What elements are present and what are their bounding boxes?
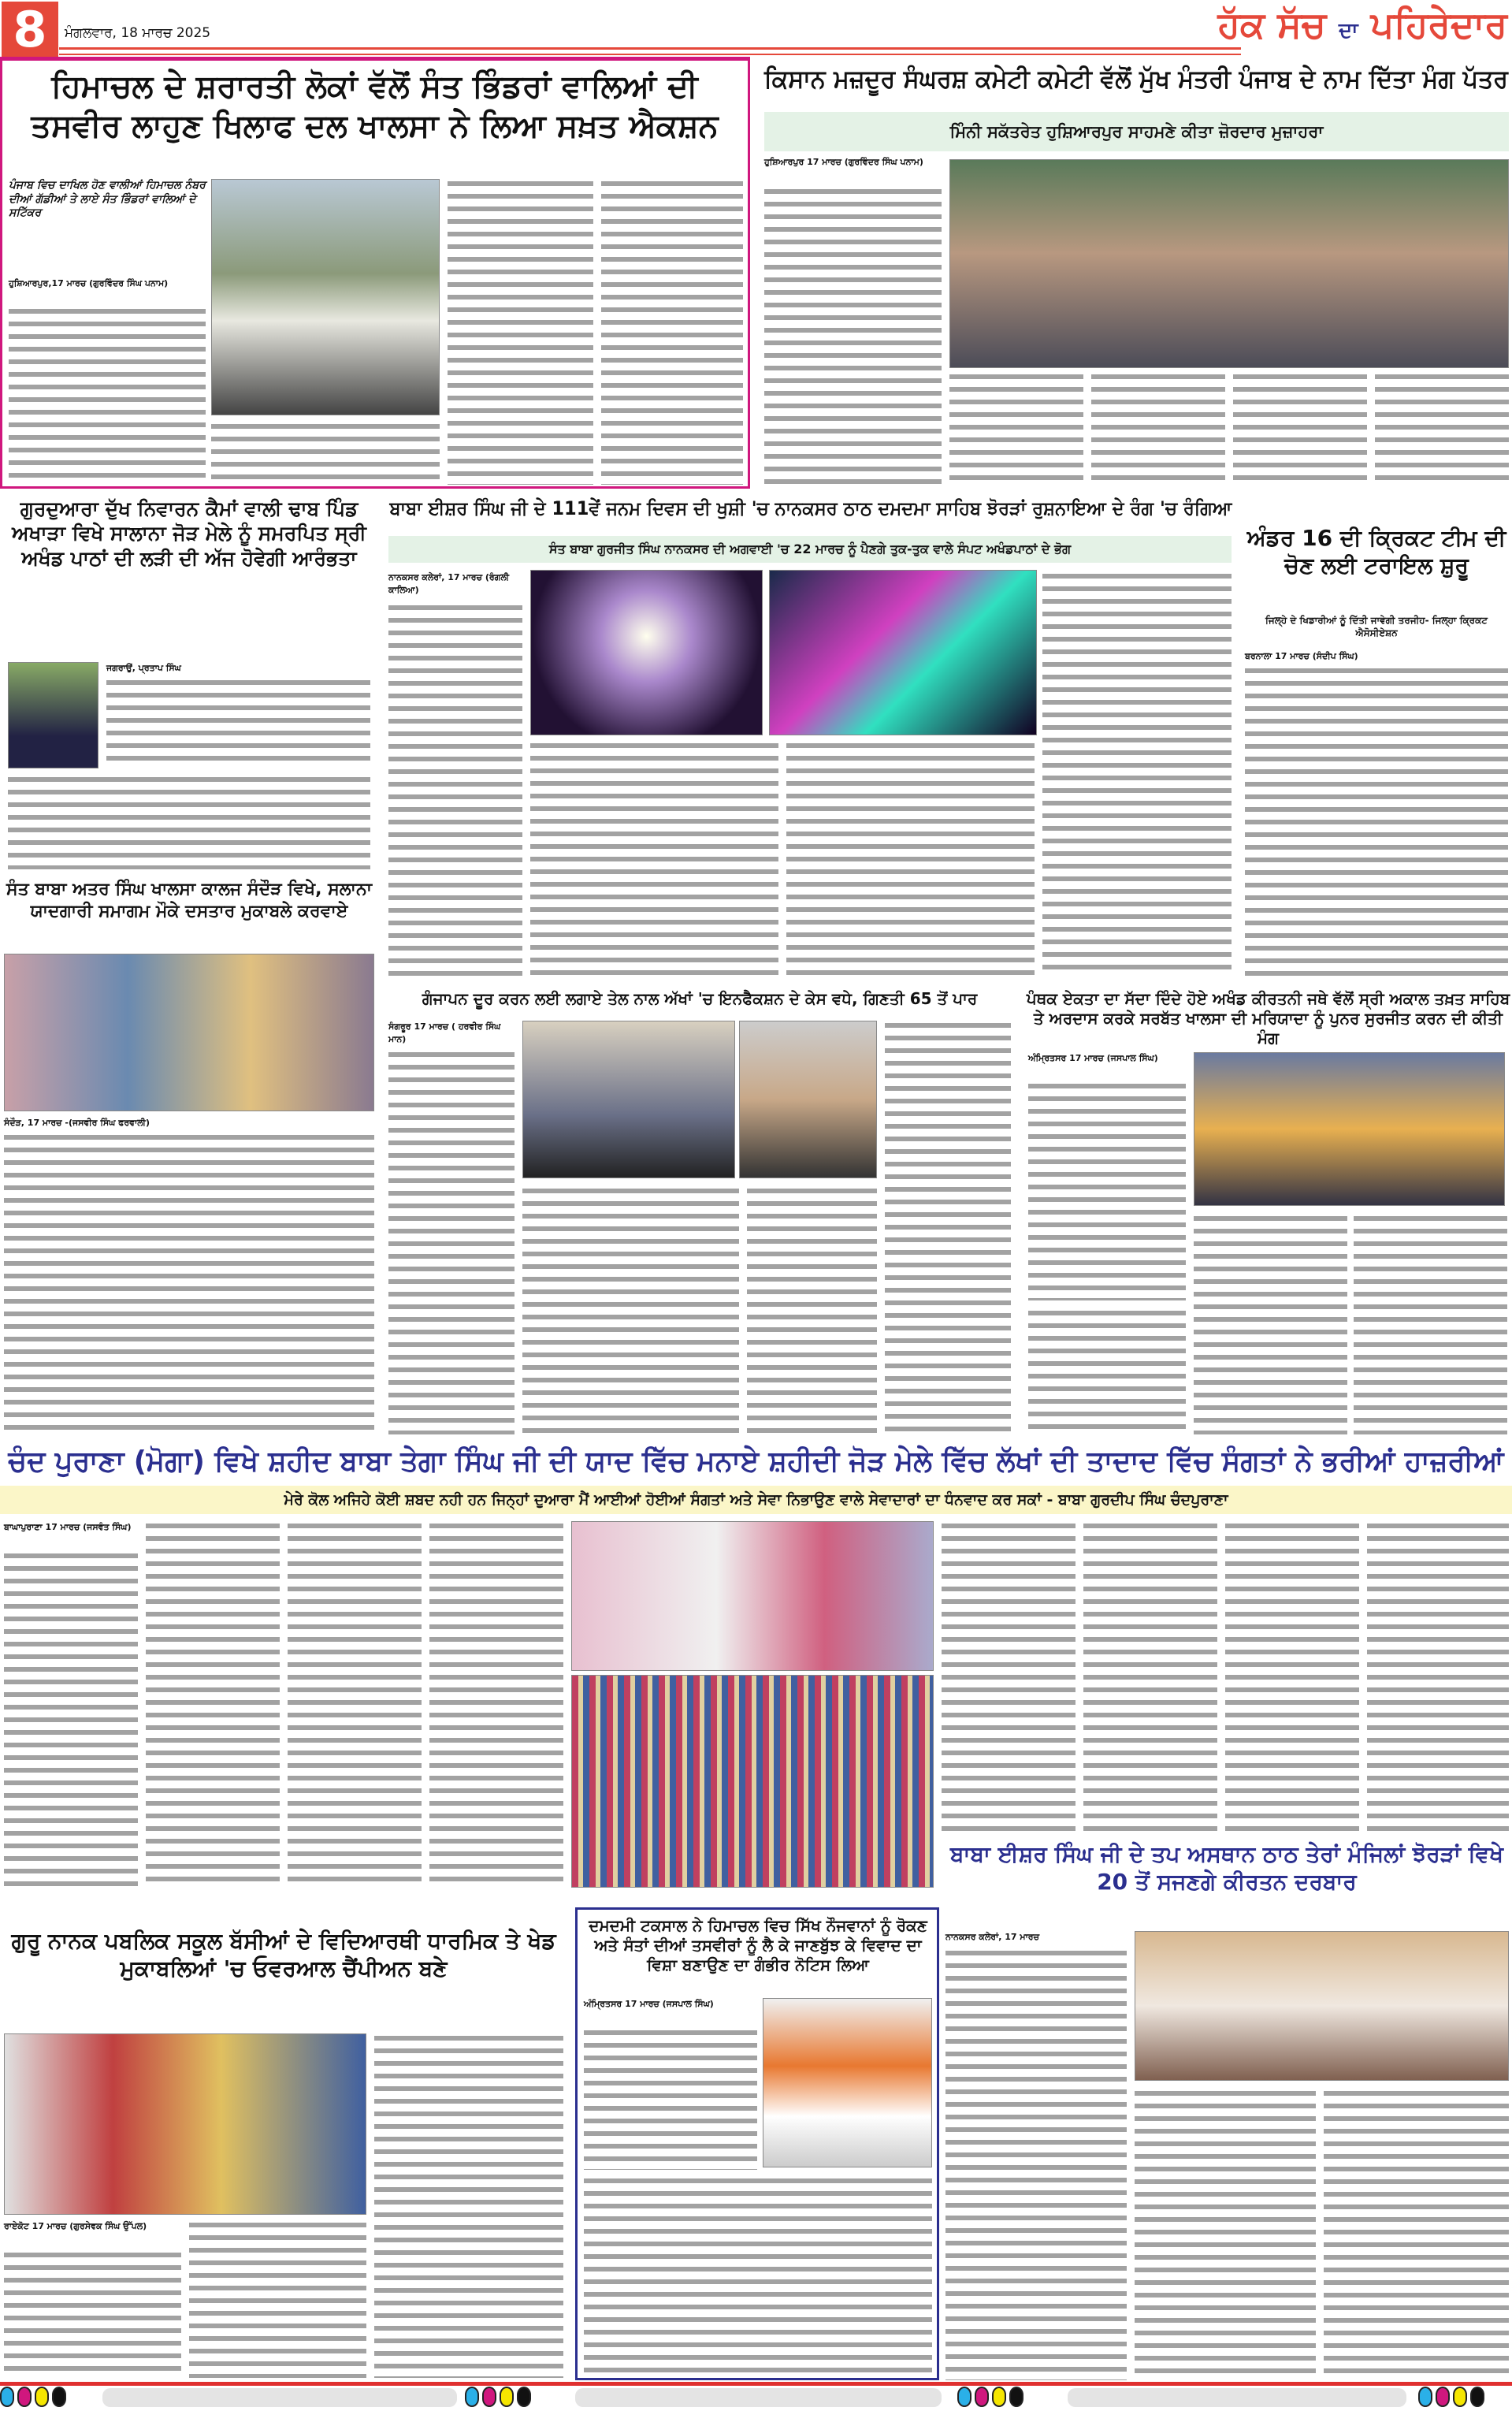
story-kirtan-darbar [942, 1840, 1512, 2380]
lead: ਨਾਨਕਸਰ ਕਲੇਰਾਂ, 17 ਮਾਰਚ [945, 1931, 1127, 1944]
photo-jathedar [763, 1998, 932, 2167]
photo-students [4, 2033, 366, 2215]
story-sandaur [0, 879, 378, 1431]
story-cricket [1241, 493, 1512, 981]
color-registration-marks [1418, 2387, 1484, 2407]
lead: ਰਾਏਕੋਟ 17 ਮਾਰਚ (ਗੁਰਸੇਵਕ ਸਿੰਘ ਉੱਪਲ) [4, 2220, 181, 2233]
kicker [1245, 615, 1508, 646]
logo-text: ਹੱਕ ਸੱਚ [1217, 3, 1326, 46]
lead: ਬਰਨਾਲਾ 17 ਮਾਰਚ (ਸੰਦੀਪ ਸਿੰਘ) [1245, 651, 1358, 661]
photo-lights [769, 570, 1037, 735]
color-registration-marks [957, 2387, 1023, 2407]
logo [1218, 3, 1507, 47]
lead: ਸੰਦੌੜ, 17 ਮਾਰਚ -(ਜਸਵੀਰ ਸਿੰਘ ਫਰਵਾਲੀ) [4, 1118, 150, 1128]
subhead [388, 536, 1232, 563]
photo-crowd [571, 1675, 934, 1888]
lead: ਬਾਘਾਪੁਰਾਣਾ 17 ਮਾਰਚ (ਜਸਵੰਤ ਸਿੰਘ) [4, 1521, 138, 1534]
subhead-text: ਮਿੰਨੀ ਸਕੱਤਰੇਤ ਹੁਸ਼ਿਆਰਪੁਰ ਸਾਹਮਣੇ ਕੀਤਾ ਜ਼ੋਰਦਾਰ ਮੁਜ਼ਾਹਰਾ [949, 121, 1324, 141]
story-akhara [0, 493, 378, 871]
subhead-text: ਸੰਤ ਬਾਬਾ ਗੁਰਜੀਤ ਸਿੰਘ ਨਾਨਕਸਰ ਦੀ ਅਗਵਾਈ 'ਚ 22 ਮਾਰਚ ਨੂੰ ਪੈਣਗੇ ਤੁਕ-ਤੁਕ ਵਾਲੇ ਸੰਪਟ ਅਖੰਡਪਾਠਾਂ ਦੇ ਭੋਗ [548, 541, 1072, 556]
photo-sangat [1194, 1052, 1505, 1206]
photo-bus [211, 179, 440, 415]
lead: ਨਾਨਕਸਰ ਕਲੇਰਾਂ, 17 ਮਾਰਚ (ਰੰਗਲੀ ਕਾਲਿਆ) [388, 571, 522, 597]
subhead [764, 112, 1509, 151]
lead: ਸੰਗਰੂਰ 17 ਮਾਰਚ ( ਹਰਵੀਰ ਸਿੰਘ ਮਾਨ) [388, 1021, 515, 1046]
headline [942, 1840, 1512, 1923]
headline-text: ਦਮਦਮੀ ਟਕਸਾਲ ਨੇ ਹਿਮਾਚਲ ਵਿਚ ਸਿੱਖ ਨੌਜਵਾਨਾਂ ਨੂੰ ਰੋਕਣ ਅਤੇ ਸੰਤਾਂ ਦੀਆਂ ਤਸਵੀਰਾਂ ਨੂੰ ਲੈ ਕੇ ਜਾਣਬੁੱਝ ਕੇ ਵਿਵਾਦ ਦਾ ਵਿਸ਼ਾ ਬਣਾਉਣ ਦਾ ਗੰਭੀਰ ਨੋਟਿਸ ਲਿਆ [589, 1916, 927, 1974]
photo-sants [1135, 1931, 1509, 2081]
banner-headline-text: ਚੰਦ ਪੁਰਾਣਾ (ਮੋਗਾ) ਵਿਖੇ ਸ਼ਹੀਦ ਬਾਬਾ ਤੇਗਾ ਸਿੰਘ ਜੀ ਦੀ ਯਾਦ ਵਿੱਚ ਮਨਾਏ ਸ਼ਹੀਦੀ ਜੋੜ ਮੇਲੇ ਵਿੱਚ ਲੱਖਾਂ ਦੀ ਤਾਦਾਦ ਵਿੱਚ ਸੰਗਤਾਂ ਨੇ ਭਰੀਆਂ ਹਾਜ਼ਰੀਆਂ [8, 1445, 1504, 1478]
photo-portrait [8, 662, 98, 768]
story-himachal [0, 57, 750, 489]
photo-protest [949, 159, 1509, 368]
photo-stage [571, 1521, 934, 1671]
story-school [0, 1927, 567, 2384]
headline-text: ਗੁਰਦੁਆਰਾ ਦੁੱਖ ਨਿਵਾਰਨ ਕੈਮਾਂ ਵਾਲੀ ਢਾਬ ਪਿੰਡ ਅਖਾੜਾ ਵਿਖੇ ਸਾਲਾਨਾ ਜੋੜ ਮੇਲੇ ਨੂੰ ਸਮਰਪਿਤ ਸ੍ਰੀ ਅਖੰਡ ਪਾਠਾਂ ਦੀ ਲੜੀ ਦੀ ਅੱਜ ਹੋਵੇਗੀ ਆਰੰਭਤਾ [12, 497, 366, 570]
headline [4, 879, 374, 948]
headline [581, 1916, 935, 1995]
footer-rule [0, 2382, 1512, 2386]
logo-text: ਦਾ [1338, 19, 1358, 43]
headline-text: ਸੰਤ ਬਾਬਾ ਅਤਰ ਸਿੰਘ ਖਾਲਸਾ ਕਾਲਜ ਸੰਦੌੜ ਵਿਖੇ, ਸਲਾਨਾ ਯਾਦਗਾਰੀ ਸਮਾਗਮ ਮੌਕੇ ਦਸਤਾਰ ਮੁਕਾਬਲੇ ਕਰਵਾਏ [6, 880, 372, 921]
photo-gurdwara-night [530, 570, 763, 735]
headline [385, 989, 1015, 1016]
photo-hospital [522, 1021, 735, 1178]
headline-text: ਗੰਜਾਪਨ ਦੂਰ ਕਰਨ ਲਈ ਲਗਾਏ ਤੇਲ ਨਾਲ ਅੱਖਾਂ 'ਚ ਇਨਫੈਕਸ਼ਨ ਦੇ ਕੇਸ ਵਧੇ, ਗਿਣਤੀ 65 ਤੋਂ ਪਾਰ [422, 989, 978, 1008]
headline [18, 67, 731, 169]
lead: ਜਗਰਾਉਂ, ਪ੍ਰਤਾਪ ਸਿੰਘ [106, 663, 181, 673]
header-rule [59, 47, 1241, 55]
page-number: 8 [2, 2, 58, 58]
lead: ਹੁਸ਼ਿਆਰਪੁਰ 17 ਮਾਰਚ (ਗੁਰਵਿੰਦਰ ਸਿੰਘ ਪਨਾਮ) [764, 156, 942, 169]
photo-doctor [739, 1021, 877, 1178]
color-registration-marks [465, 2387, 531, 2407]
story-kisan [760, 57, 1512, 489]
headline-text: ਬਾਬਾ ਈਸ਼ਰ ਸਿੰਘ ਜੀ ਦੇ 111ਵੇਂ ਜਨਮ ਦਿਵਸ ਦੀ ਖੁਸ਼ੀ 'ਚ ਨਾਨਕਸਰ ਠਾਠ ਦਮਦਮਾ ਸਾਹਿਬ ਝੋਰੜਾਂ ਰੁਸ਼ਨਾਇਆ ਦੇ ਰੰਗ 'ਚ ਰੰਗਿਆ [389, 497, 1232, 519]
photo-dastar [4, 954, 374, 1111]
lead: ਅੰਮ੍ਰਿਤਸਰ 17 ਮਾਰਚ (ਜਸਪਾਲ ਸਿੰਘ) [584, 1998, 757, 2011]
headline-text: ਬਾਬਾ ਈਸ਼ਰ ਸਿੰਘ ਜੀ ਦੇ ਤਪ ਅਸਥਾਨ ਠਾਠ ਤੇਰਾਂ ਮੰਜਿਲਾਂ ਝੋਰੜਾਂ ਵਿਖੇ 20 ਤੋਂ ਸਜਣਗੇ ਕੀਰਤਨ ਦਰਬਾਰ [950, 1841, 1503, 1895]
headline-text: ਅੰਡਰ 16 ਦੀ ਕ੍ਰਿਕਟ ਟੀਮ ਦੀ ਚੋਣ ਲਈ ਟਰਾਇਲ ਸ਼ੁਰੂ [1246, 525, 1506, 579]
lead: ਹੁਸ਼ਿਆਰਪੁਰ,17 ਮਾਰਚ (ਗੁਰਵਿੰਦਰ ਸਿੰਘ ਪਨਾਮ) [9, 277, 206, 290]
headline [760, 63, 1512, 106]
date: ਮੰਗਲਵਾਰ, 18 ਮਾਰਚ 2025 [65, 25, 211, 41]
headline-text: ਪੰਥਕ ਏਕਤਾ ਦਾ ਸੱਦਾ ਦਿੰਦੇ ਹੋਏ ਅਖੰਡ ਕੀਰਤਨੀ ਜਥੇ ਵੱਲੋਂ ਸ੍ਰੀ ਅਕਾਲ ਤਖ਼ਤ ਸਾਹਿਬ ਤੇ ਅਰਦਾਸ ਕਰਕੇ ਸਰਬੱਤ ਖਾਲਸਾ ਦੀ ਮਰਿਯਾਦਾ ਨੂੰ ਪੁਨਰ ਸੁਰਜੀਤ ਕਰਨ ਦੀ ਕੀਤੀ ਮੰਗ [1026, 989, 1510, 1047]
banner-subhead [0, 1486, 1512, 1514]
headline [1241, 524, 1512, 611]
banner-headline [0, 1444, 1512, 1482]
kicker-text: ਜਿਲ੍ਹੇ ਦੇ ਖਿਡਾਰੀਆਂ ਨੂੰ ਦਿੱਤੀ ਜਾਵੇਗੀ ਤਰਜੀਹ- ਜਿਲ੍ਹਾ ਕ੍ਰਿਕਟ ਐਸੋਸੀਏਸ਼ਨ [1265, 615, 1488, 638]
kicker [9, 179, 206, 272]
story-damdami-taksal [575, 1907, 939, 2380]
subhead-text: ਮੇਰੇ ਕੋਲ ਅਜਿਹੇ ਕੋਈ ਸ਼ਬਦ ਨਹੀ ਹਨ ਜਿਨ੍ਹਾਂ ਦੁਆਰਾ ਮੈਂ ਆਈਆਂ ਹੋਈਆਂ ਸੰਗਤਾਂ ਅਤੇ ਸੇਵਾ ਨਿਭਾਉਣ ਵਾਲੇ ਸੇਵਾਦਾਰਾਂ ਦਾ ਧੰਨਵਾਦ ਕਰ ਸਕਾਂ - ਬਾਬਾ ਗੁਰਦੀਪ ਸਿੰਘ ਚੰਦਪੁਰਾਣਾ [284, 1491, 1228, 1509]
headline [1024, 989, 1512, 1049]
headline [0, 1927, 567, 2026]
lead: ਅੰਮ੍ਰਿਤਸਰ 17 ਮਾਰਚ (ਜਸਪਾਲ ਸਿੰਘ) [1028, 1052, 1186, 1065]
headline [385, 497, 1237, 532]
headline-text: ਹਿਮਾਚਲ ਦੇ ਸ਼ਰਾਰਤੀ ਲੋਕਾਂ ਵੱਲੋਂ ਸੰਤ ਭਿੰਡਰਾਂ ਵਾਲਿਆਂ ਦੀ ਤਸਵੀਰ ਲਾਹੁਣ ਖਿਲਾਫ ਦਲ ਖਾਲਸਾ ਨੇ ਲਿਆ ਸਖ਼ਤ ਐਕਸ਼ਨ [31, 69, 719, 144]
headline-text: ਕਿਸਾਨ ਮਜ਼ਦੂਰ ਸੰਘਰਸ਼ ਕਮੇਟੀ ਕਮੇਟੀ ਵੱਲੋਂ ਮੁੱਖ ਮੰਤਰੀ ਪੰਜਾਬ ਦੇ ਨਾਮ ਦਿੱਤਾ ਮੰਗ ਪੱਤਰ [764, 64, 1508, 94]
story-akal-takht [1024, 985, 1512, 1434]
kicker-text: ਪੰਜਾਬ ਵਿਚ ਦਾਖਿਲ ਹੋਣ ਵਾਲੀਆਂ ਹਿਮਾਚਲ ਨੰਬਰ ਦੀਆਂ ਗੱਡੀਆਂ ਤੇ ਲਾਏ ਸੰਤ ਭਿੰਡਰਾਂ ਵਾਲਿਆਂ ਦੇ ਸਟਿੱਕਰ [9, 179, 206, 219]
color-registration-marks [0, 2387, 66, 2407]
story-oil-infection [385, 985, 1015, 1434]
headline [4, 497, 374, 654]
logo-text: ਪਹਿਰੇਦਾਰ [1370, 3, 1507, 46]
headline-text: ਗੁਰੂ ਨਾਨਕ ਪਬਲਿਕ ਸਕੂਲ ਬੱਸੀਆਂ ਦੇ ਵਿਦਿਆਰਥੀ ਧਾਰਮਿਕ ਤੇ ਖੇਡ ਮੁਕਾਬਲਿਆਂ 'ਚ ਓਵਰਆਲ ਚੈਂਪੀਅਨ ਬਣੇ [11, 1928, 556, 1981]
story-nanaksar [385, 493, 1237, 981]
